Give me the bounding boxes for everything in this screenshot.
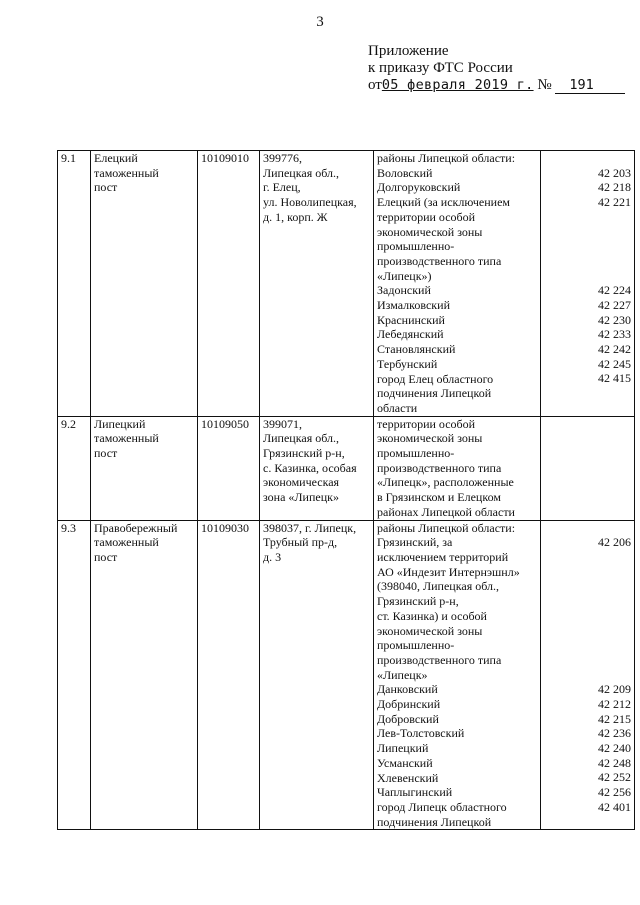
okato-code [544, 594, 631, 609]
appendix-header [368, 43, 625, 94]
okato-code: 42 215 [598, 711, 631, 726]
district-item: Измалковский [377, 298, 450, 313]
districts-cell [374, 416, 541, 520]
okato-codes-cell [541, 520, 635, 830]
post-name: Елецкий таможенный пост [91, 151, 198, 417]
district-item: районы Липецкой области: [377, 520, 516, 535]
customs-posts-table [57, 150, 635, 830]
okato-codes-cell [541, 416, 635, 520]
okato-code [544, 224, 631, 239]
okato-code: 42 209 [598, 682, 631, 697]
okato-code [544, 239, 631, 254]
district-item: Лебедянский [377, 327, 444, 342]
okato-code: 42 252 [598, 770, 631, 785]
post-address: 399071, Липецкая обл., Грязинский р-н, с. Казинка, особая экономическая зона «Липецк» [260, 416, 374, 520]
appendix-order-ref: к приказу ФТС России [368, 60, 513, 76]
district-item: Задонский [377, 283, 431, 298]
okato-code: 42 245 [598, 356, 631, 371]
district-item: Становлянский [377, 342, 456, 357]
post-address: 398037, г. Липецк, Трубный пр-д, д. 3 [260, 520, 374, 830]
page-number: 3 [316, 14, 324, 30]
okato-code: 42 401 [598, 799, 631, 814]
district-item: город Елец областного подчинения Липецкой области [377, 371, 494, 415]
okato-code: 42 233 [598, 327, 631, 342]
districts-cell [374, 151, 541, 417]
okato-code: 42 242 [598, 341, 631, 356]
okato-code: 42 224 [598, 283, 631, 298]
post-name: Липецкий таможенный пост [91, 416, 198, 520]
district-item: Грязинский, за исключением территорий АО «Индезит Интернэшнл» (398040, Липецкая обл., Грязинский р-н, ст. Казинка) и особой экономической зоны промышленно- производственного типа «Липецк» [377, 535, 520, 682]
district-item: Воловский [377, 165, 433, 180]
district-item: город Липецк областного подчинения Липецкой [377, 799, 507, 829]
okato-code: 42 256 [598, 784, 631, 799]
post-address: 399776, Липецкая обл., г. Елец, ул. Новолипецкая, д. 1, корп. Ж [260, 151, 374, 417]
order-number-label: № [537, 77, 552, 93]
okato-code [544, 609, 631, 624]
okato-code [544, 550, 631, 565]
table-row [58, 151, 635, 417]
okato-code: 42 248 [598, 755, 631, 770]
post-code: 10109050 [198, 416, 260, 520]
row-number: 9.3 [58, 520, 91, 830]
district-item: Елецкий (за исключением территории особой экономической зоны промышленно- производственного типа «Липецк») [377, 195, 511, 283]
okato-code: 42 212 [598, 696, 631, 711]
post-code: 10109030 [198, 520, 260, 830]
order-from-label: от [368, 77, 382, 93]
row-number: 9.2 [58, 416, 91, 520]
appendix-title: Приложение [368, 43, 449, 59]
post-code: 10109010 [198, 151, 260, 417]
okato-code: 42 227 [598, 297, 631, 312]
district-item: Хлевенский [377, 770, 439, 785]
district-item: Лев-Толстовский [377, 726, 465, 741]
district-item: Добринский [377, 697, 441, 712]
okato-code [544, 638, 631, 653]
okato-code [544, 210, 631, 225]
okato-code [544, 579, 631, 594]
okato-code [544, 565, 631, 580]
okato-code [544, 521, 631, 536]
okato-code: 42 415 [598, 371, 631, 386]
districts-cell [374, 520, 541, 830]
district-item: Добровский [377, 711, 439, 726]
okato-codes-cell [541, 151, 635, 417]
district-item: районы Липецкой области: [377, 151, 516, 165]
district-item: Липецкий [377, 741, 429, 756]
okato-code: 42 203 [598, 165, 631, 180]
okato-code: 42 221 [598, 195, 631, 210]
table-row [58, 416, 635, 520]
okato-code [544, 151, 631, 166]
okato-code: 42 240 [598, 740, 631, 755]
okato-code [544, 653, 631, 668]
okato-code [544, 269, 631, 284]
order-date: 05 февраля 2019 г. [381, 77, 534, 93]
district-item: территории особой экономической зоны промышленно- производственного типа «Липецк», расположенные в Грязинском и Елецком районах Липецкой области [377, 416, 515, 519]
order-number: 191 [555, 78, 625, 94]
okato-code [544, 254, 631, 269]
row-number: 9.1 [58, 151, 91, 417]
district-item: Тербунский [377, 356, 438, 371]
okato-code: 42 206 [598, 535, 631, 550]
table-row [58, 520, 635, 830]
district-item: Долгоруковский [377, 180, 461, 195]
okato-code: 42 236 [598, 726, 631, 741]
okato-code: 42 218 [598, 180, 631, 195]
okato-code [544, 667, 631, 682]
district-item: Усманский [377, 755, 433, 770]
district-item: Чаплыгинский [377, 785, 453, 800]
okato-code [544, 623, 631, 638]
post-name: Правобережный таможенный пост [91, 520, 198, 830]
okato-code: 42 230 [598, 312, 631, 327]
order-date-line [368, 77, 625, 94]
district-item: Данковский [377, 682, 438, 697]
district-item: Краснинский [377, 312, 445, 327]
